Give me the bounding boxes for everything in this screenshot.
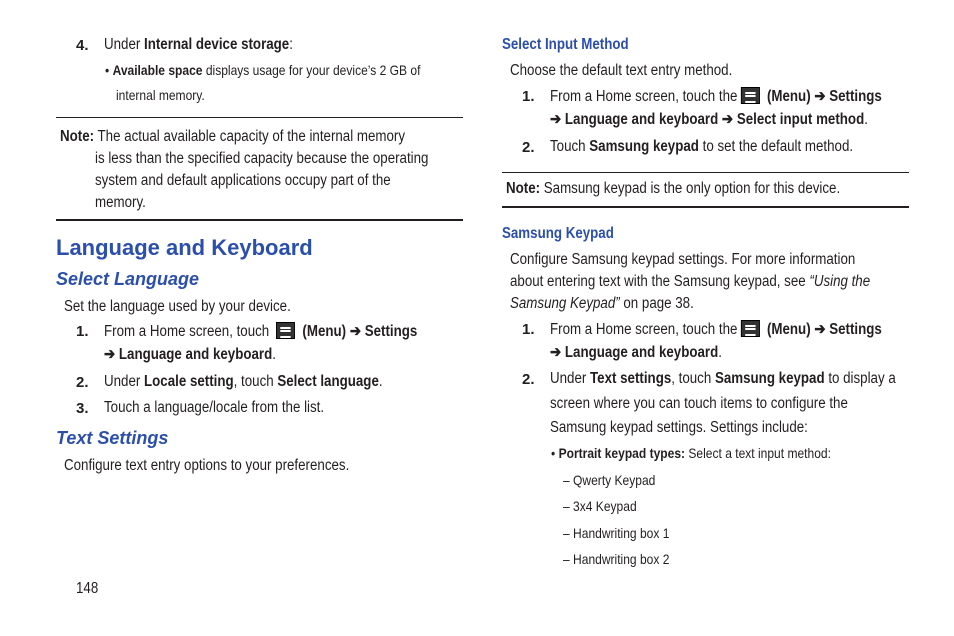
divider	[56, 219, 463, 221]
step-text: Touch a language/locale from the list.	[104, 399, 325, 416]
step-text-cont: screen where you can touch items to configure the	[550, 395, 848, 412]
step-text: From a Home screen, touch the (Menu) ➔ Settings	[550, 88, 882, 105]
step-text: Under Text settings, touch Samsung keypad to display a	[550, 370, 896, 387]
step-number: 2.	[522, 139, 535, 156]
note-line: Note: The actual available capacity of the internal memory	[60, 128, 406, 145]
step-text: Under Internal device storage:	[104, 36, 293, 53]
divider	[502, 206, 909, 208]
menu-icon	[741, 320, 760, 337]
divider	[56, 117, 463, 118]
step-text: From a Home screen, touch (Menu) ➔ Settings	[104, 323, 418, 340]
list-item: – 3x4 Keypad	[563, 498, 637, 514]
menu-icon	[741, 87, 760, 104]
intro-text: Samsung Keypad” on page 38.	[510, 295, 694, 312]
subsection-heading: Samsung Keypad	[502, 225, 614, 242]
note-line: system and default applications occupy part of the	[95, 172, 391, 189]
intro-text: about entering text with the Samsung keypad, see “Using the	[510, 273, 871, 290]
step-number: 2.	[76, 374, 89, 391]
section-heading: Language and Keyboard	[56, 235, 313, 260]
subsection-heading: Select Input Method	[502, 36, 629, 53]
note-line: memory.	[95, 194, 146, 211]
list-item: – Handwriting box 1	[563, 525, 670, 541]
step-number: 3.	[76, 400, 89, 417]
step-number: 1.	[522, 88, 535, 105]
step-number: 1.	[522, 321, 535, 338]
step-text: From a Home screen, touch the (Menu) ➔ Settings	[550, 321, 882, 338]
page-number: 148	[76, 580, 99, 597]
step-text: Under Locale setting, touch Select language.	[104, 373, 383, 390]
step-text-cont: ➔ Language and keyboard ➔ Select input method.	[550, 111, 868, 128]
step-text-cont: Samsung keypad settings. Settings include:	[550, 419, 808, 436]
divider	[502, 172, 909, 173]
step-text: Touch Samsung keypad to set the default method.	[550, 138, 854, 155]
step-number: 2.	[522, 371, 535, 388]
intro-text: Set the language used by your device.	[64, 298, 291, 315]
bullet-portrait-keypad: • Portrait keypad types: Select a text input method:	[551, 445, 831, 461]
note-line: is less than the specified capacity because the operating	[95, 150, 429, 167]
bullet-available-space: • Available space displays usage for your device’s 2 GB of	[105, 62, 421, 78]
list-item: – Handwriting box 2	[563, 551, 670, 567]
intro-text: Configure text entry options to your preferences.	[64, 457, 350, 474]
note-line: Note: Samsung keypad is the only option for this device.	[506, 180, 841, 197]
bullet-available-space-cont: internal memory.	[116, 87, 205, 103]
intro-text: Configure Samsung keypad settings. For more information	[510, 251, 856, 268]
subsection-heading: Select Language	[56, 269, 200, 289]
subsection-heading: Text Settings	[56, 428, 169, 448]
step-text-cont: ➔ Language and keyboard.	[104, 346, 276, 363]
step-number: 4.	[76, 37, 89, 54]
step-number: 1.	[76, 323, 89, 340]
intro-text: Choose the default text entry method.	[510, 62, 733, 79]
step-text-cont: ➔ Language and keyboard.	[550, 344, 722, 361]
list-item: – Qwerty Keypad	[563, 472, 656, 488]
menu-icon	[276, 322, 295, 339]
